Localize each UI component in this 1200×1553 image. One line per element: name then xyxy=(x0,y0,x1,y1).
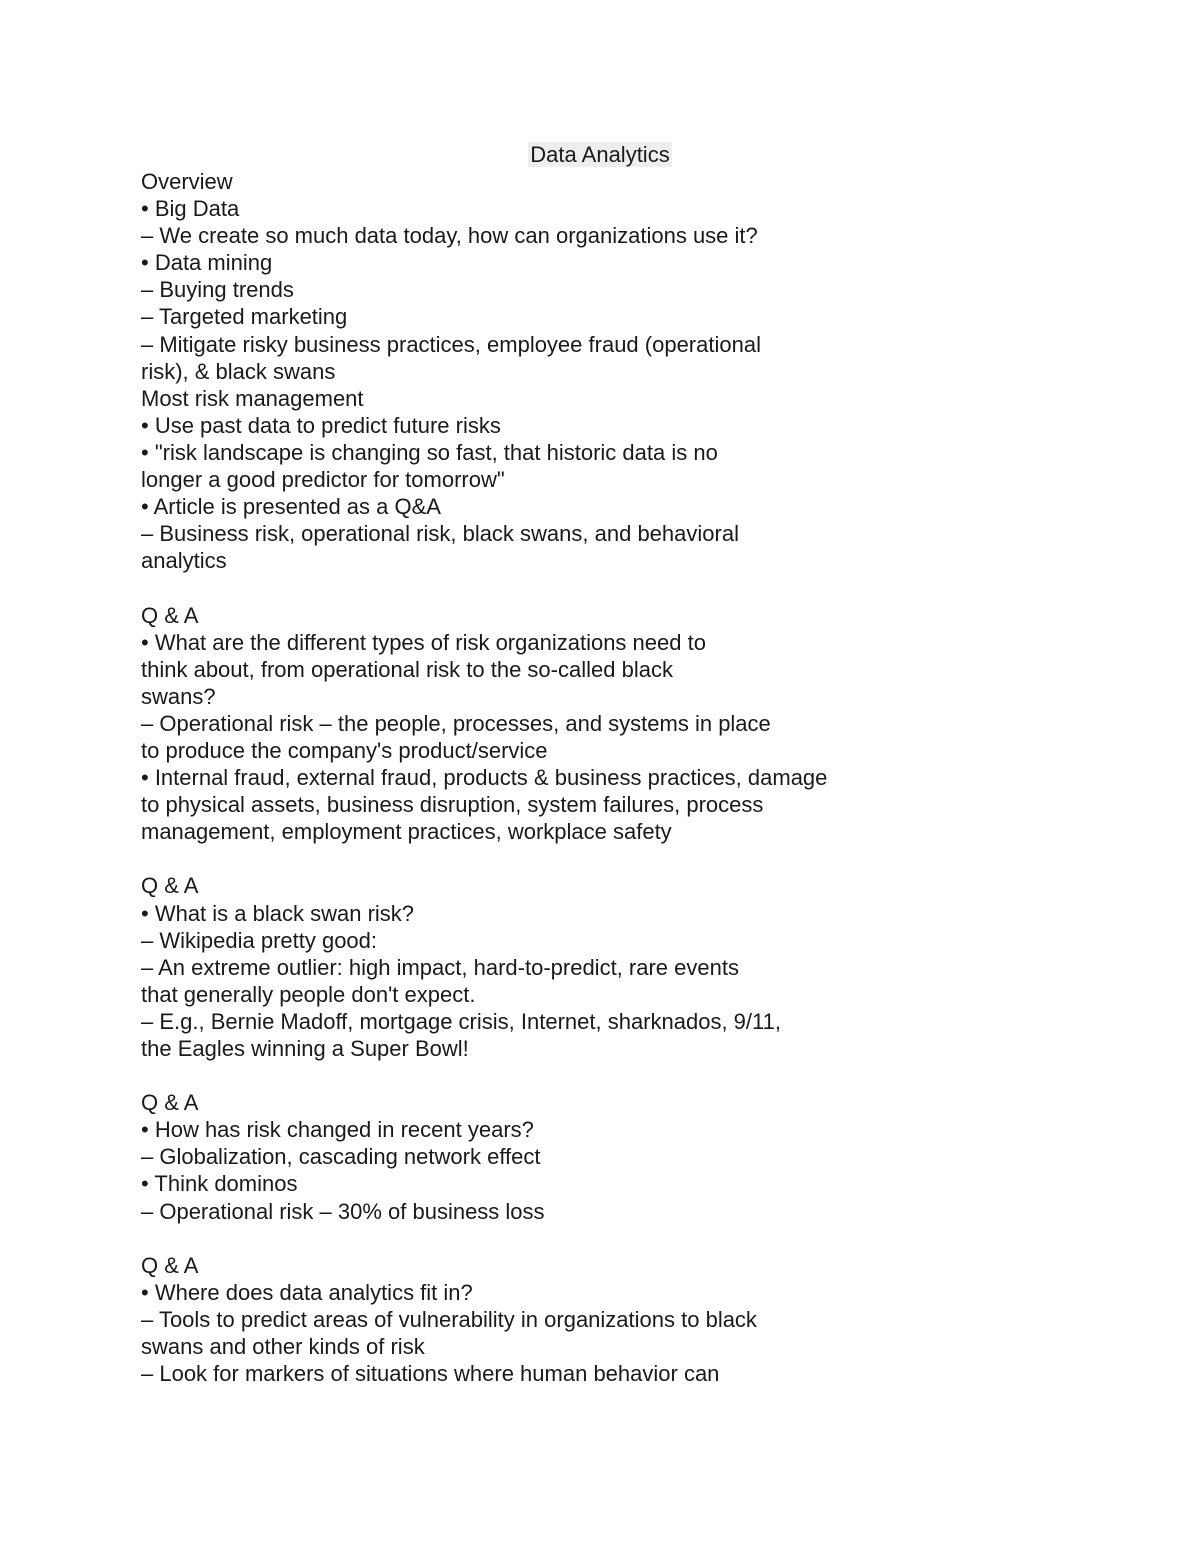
document-title: Data Analytics xyxy=(530,142,670,167)
text-line: – Tools to predict areas of vulnerability in organizations to black xyxy=(141,1306,757,1332)
text-line: • "risk landscape is changing so fast, that historic data is no xyxy=(141,439,718,465)
text-line: analytics xyxy=(141,548,227,574)
blank-line xyxy=(141,845,901,872)
text-line: risk), & black swans xyxy=(141,358,336,384)
text-line: the Eagles winning a Super Bowl! xyxy=(141,1036,469,1061)
text-line: • How has risk changed in recent years? xyxy=(141,1117,534,1143)
text-line: • Think dominos xyxy=(141,1171,298,1197)
blank-line xyxy=(141,574,901,601)
text-line: to produce the company's product/service xyxy=(141,737,548,763)
text-line: – Globalization, cascading network effect xyxy=(141,1144,541,1170)
text-line: – Operational risk – the people, processes, and systems in place xyxy=(141,710,771,736)
text-line: – Mitigate risky business practices, employee fraud (operational xyxy=(141,331,761,357)
text-line: – Buying trends xyxy=(141,277,294,303)
text-line: Q & A xyxy=(141,1252,199,1278)
text-line: Q & A xyxy=(141,602,199,628)
text-line: Q & A xyxy=(141,1090,199,1116)
text-line: • Where does data analytics fit in? xyxy=(141,1279,473,1305)
text-line: – Operational risk – 30% of business loss xyxy=(141,1198,545,1224)
text-line: to physical assets, business disruption, system failures, process xyxy=(141,792,764,818)
text-line: – E.g., Bernie Madoff, mortgage crisis, Internet, sharknados, 9/11, xyxy=(141,1008,781,1034)
text-line: – An extreme outlier: high impact, hard-to-predict, rare events xyxy=(141,954,739,980)
text-line: • What are the different types of risk organizations need to xyxy=(141,629,706,655)
text-line: • Internal fraud, external fraud, products & business practices, damage xyxy=(141,765,828,791)
text-line: longer a good predictor for tomorrow" xyxy=(141,467,505,493)
text-line: – Wikipedia pretty good: xyxy=(141,927,378,953)
text-line: think about, from operational risk to the so-called black xyxy=(141,656,673,682)
text-line: • Article is presented as a Q&A xyxy=(141,494,441,520)
text-line: – We create so much data today, how can organizations use it? xyxy=(141,223,758,249)
blank-line xyxy=(141,1062,901,1089)
text-line: • What is a black swan risk? xyxy=(141,900,415,926)
text-line: Q & A xyxy=(141,873,199,899)
text-line: • Use past data to predict future risks xyxy=(141,412,501,438)
text-line: Overview xyxy=(141,169,233,194)
text-line: – Targeted marketing xyxy=(141,304,348,330)
text-line: swans? xyxy=(141,683,216,709)
text-line: – Look for markers of situations where human behavior can xyxy=(141,1361,720,1387)
text-line: Most risk management xyxy=(141,385,364,411)
text-line: – Business risk, operational risk, black swans, and behavioral xyxy=(141,521,739,547)
text-line: management, employment practices, workplace safety xyxy=(141,819,672,845)
document-title-row xyxy=(0,141,1200,169)
text-line: swans and other kinds of risk xyxy=(141,1334,425,1360)
blank-line xyxy=(141,1225,901,1252)
document-body xyxy=(141,168,901,1387)
text-line: • Big Data xyxy=(141,196,240,222)
text-line: that generally people don't expect. xyxy=(141,981,476,1007)
text-line: • Data mining xyxy=(141,250,273,276)
